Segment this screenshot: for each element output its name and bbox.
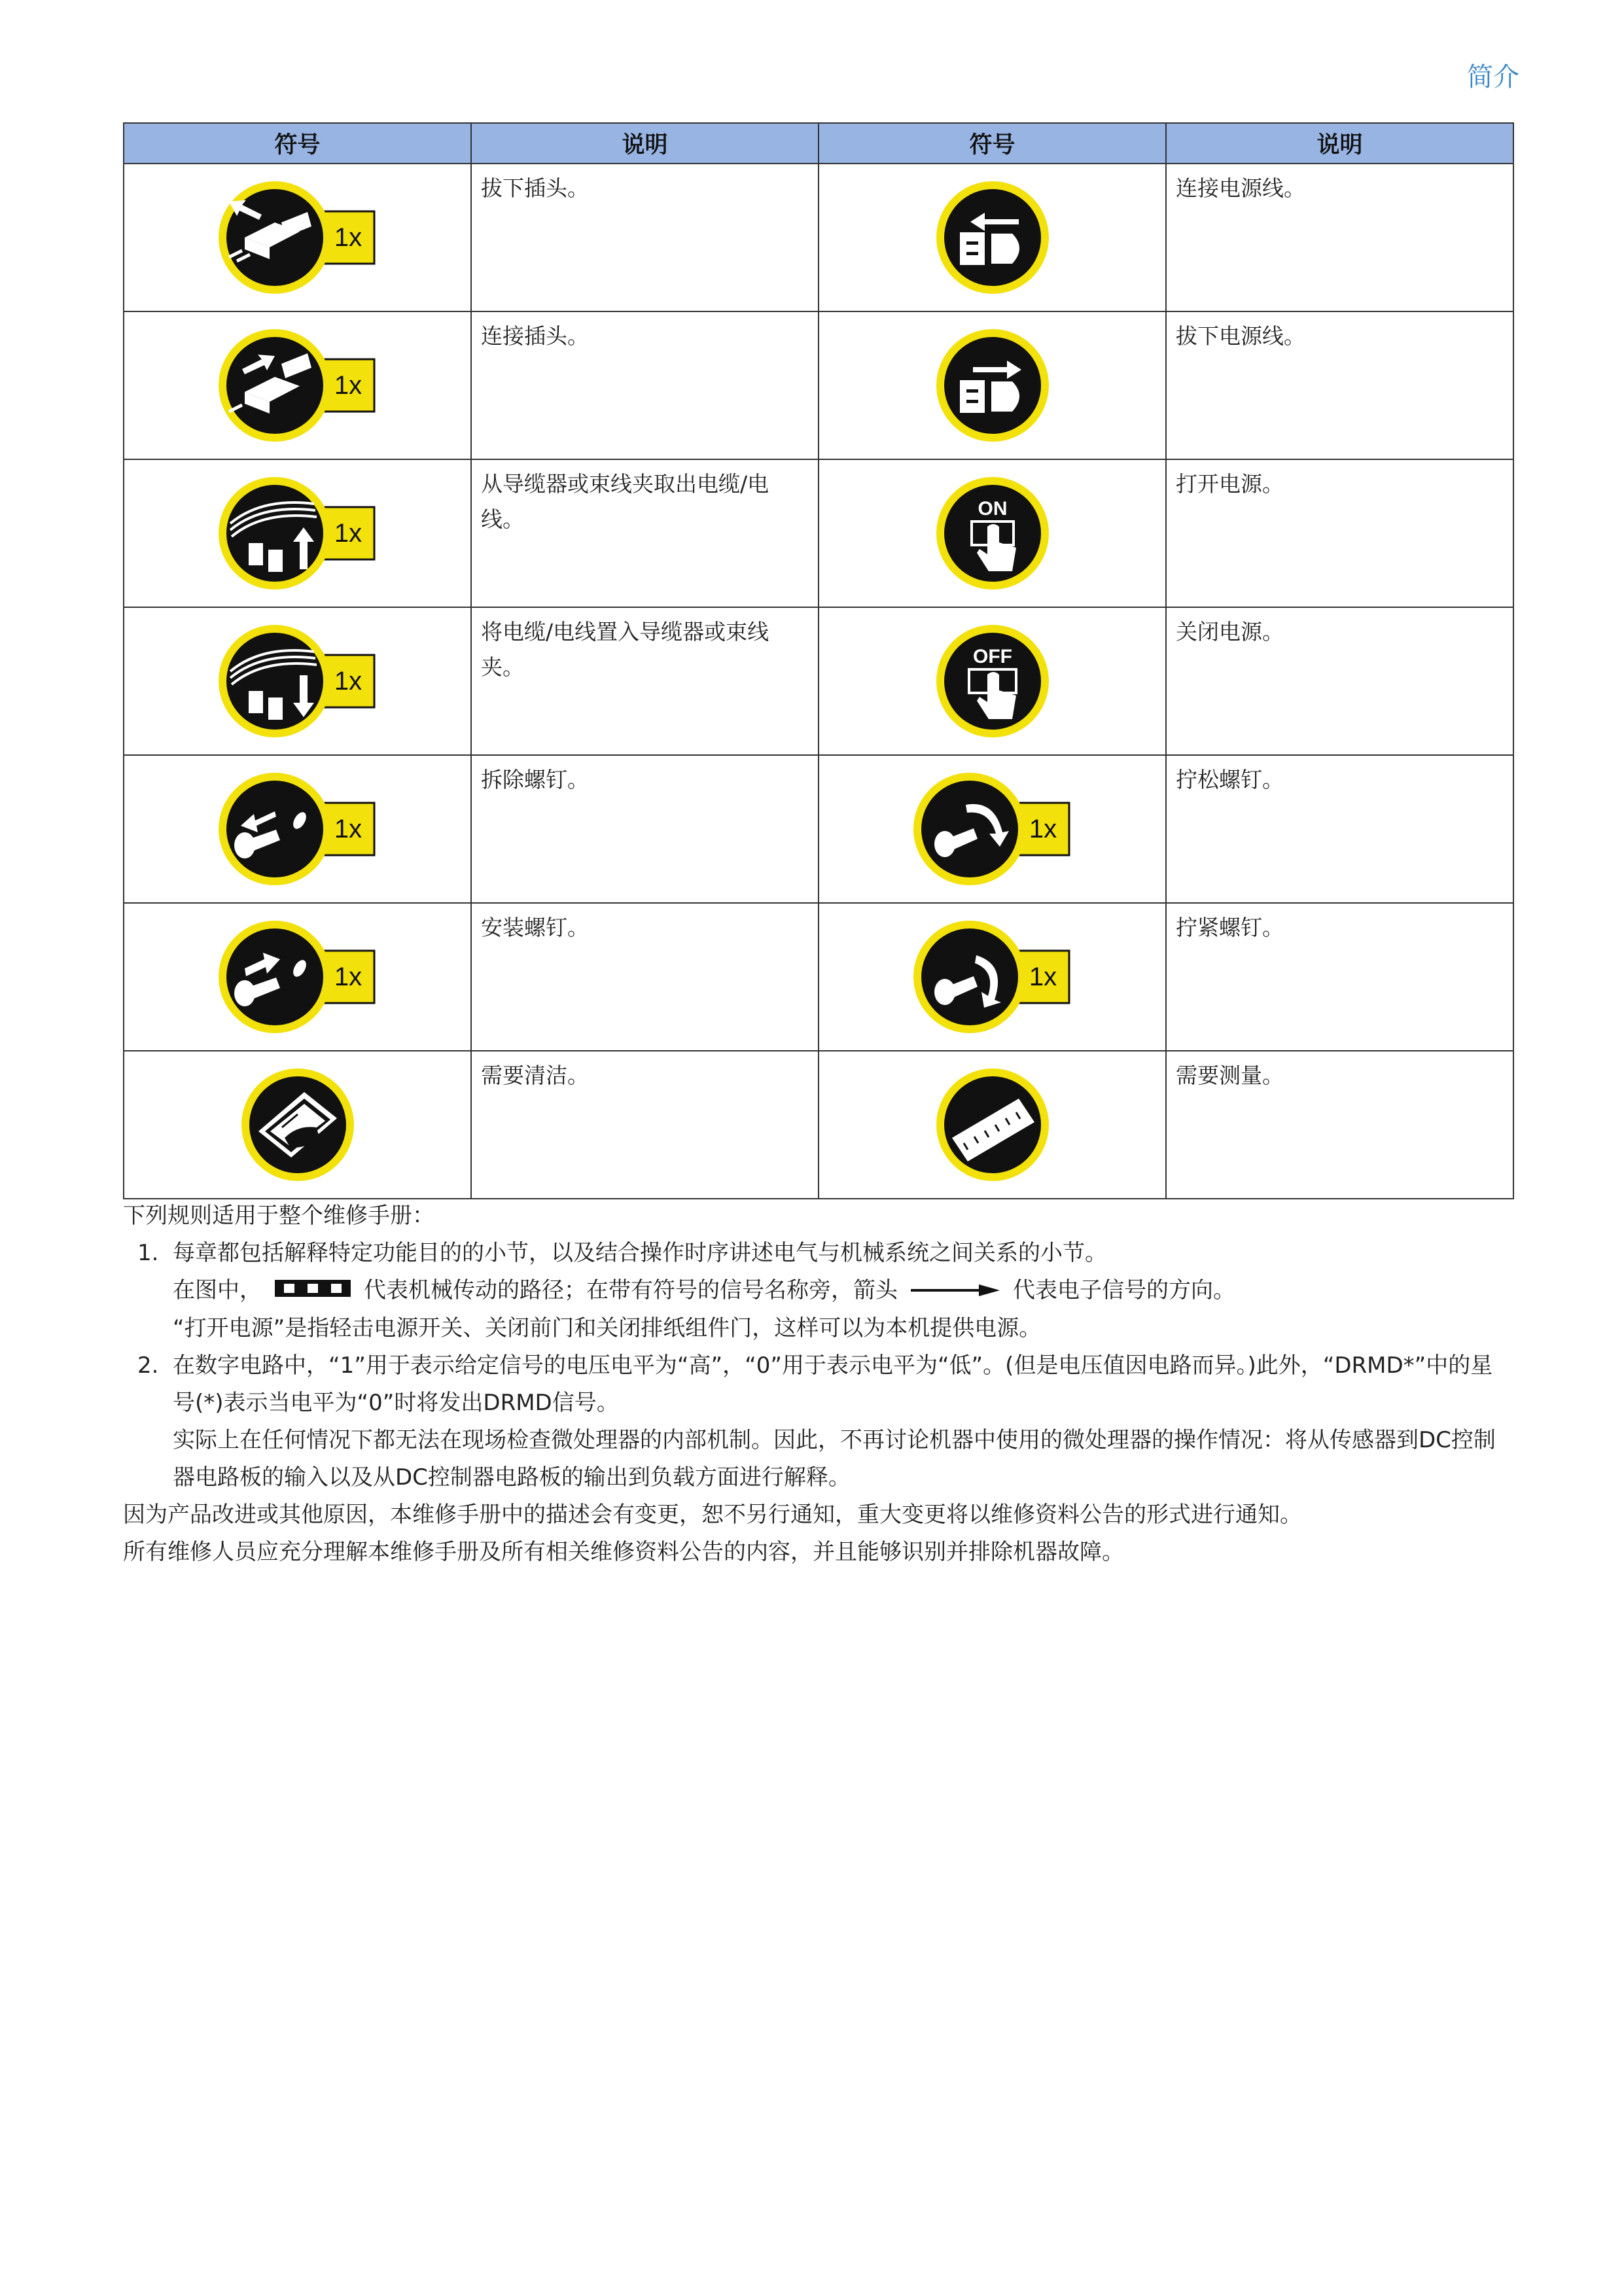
- signal-arrow-icon: [909, 1273, 1001, 1310]
- power-label: ON: [978, 498, 1007, 520]
- description-cell: 拧松螺钉。: [1166, 755, 1513, 903]
- tighten-screw-icon: [911, 915, 1074, 1039]
- list-number: 1.: [137, 1240, 159, 1266]
- badge-text: 1x: [334, 815, 362, 843]
- remove-screw-icon: [216, 767, 380, 891]
- description-cell: 关闭电源。: [1166, 607, 1513, 755]
- detail-text: 在图中，: [173, 1277, 262, 1303]
- body-text: [123, 1197, 1513, 1571]
- table-row: [124, 755, 1513, 903]
- power-on-icon: [934, 474, 1051, 592]
- col-header-symbol: 符号: [124, 123, 471, 164]
- list-item-detail: 实际上在任何情况下都无法在现场检查微处理器的内部机制。因此，不再讨论机器中使用的微处理器的操作情况：将从传感器到DC控制器电路板的输入以及从DC控制器电路板的输出到负载方面进行解释。: [173, 1427, 1496, 1491]
- badge-text: 1x: [1029, 963, 1057, 991]
- table-row: [124, 903, 1513, 1051]
- description-cell: 安装螺钉。: [471, 903, 819, 1051]
- badge-text: 1x: [334, 963, 362, 991]
- col-header-description: 说明: [471, 123, 819, 164]
- badge-text: 1x: [334, 667, 362, 696]
- table-row: [124, 164, 1513, 311]
- description-cell: 拔下电源线。: [1166, 311, 1513, 459]
- detail-text: 代表机械传动的路径；在带有符号的信号名称旁，箭头: [364, 1277, 898, 1303]
- badge-text: 1x: [334, 223, 362, 252]
- table-row: [124, 1051, 1513, 1199]
- paragraph: 所有维修人员应充分理解本维修手册及所有相关维修资料公告的内容，并且能够识别并排除机器故障。: [123, 1539, 1124, 1565]
- description-cell: 拔下插头。: [471, 164, 819, 311]
- description-cell: 需要清洁。: [471, 1051, 819, 1199]
- measurement-icon: [934, 1066, 1051, 1184]
- table-row: [124, 459, 1513, 607]
- badge-text: 1x: [334, 519, 362, 548]
- paragraph: 因为产品改进或其他原因，本维修手册中的描述会有变更，恕不另行通知，重大变更将以维修资料公告的形式进行通知。: [123, 1502, 1302, 1528]
- list-item-text: 每章都包括解释特定功能目的的小节，以及结合操作时序讲述电气与机械系统之间关系的小节。: [173, 1240, 1107, 1266]
- description-cell: 连接电源线。: [1166, 164, 1513, 311]
- list-item-detail: “打开电源”是指轻击电源开关、关闭前门和关闭排纸组件门，这样可以为本机提供电源。: [173, 1315, 1042, 1341]
- connect-power-cord-icon: [934, 179, 1051, 296]
- description-cell: 将电缆/电线置入导缆器或束线夹。: [471, 607, 819, 755]
- detail-text: 代表电子信号的方向。: [1013, 1277, 1235, 1303]
- install-screw-icon: [216, 915, 380, 1039]
- list-item: [123, 1235, 1513, 1272]
- description-cell: 拧紧螺钉。: [1166, 903, 1513, 1051]
- power-off-icon: [934, 622, 1051, 740]
- description-cell: 拆除螺钉。: [471, 755, 819, 903]
- table-header-row: [124, 123, 1513, 164]
- plug-connector-icon: [216, 323, 380, 448]
- unplug-connector-icon: [216, 175, 380, 300]
- col-header-symbol: 符号: [819, 123, 1166, 164]
- description-cell: 打开电源。: [1166, 459, 1513, 607]
- power-label: OFF: [972, 646, 1012, 667]
- intro-paragraph: 下列规则适用于整个维修手册：: [123, 1203, 434, 1229]
- put-cable-in-clamp-icon: [216, 619, 380, 743]
- list-item-text: 在数字电路中，“1”用于表示给定信号的电压电平为“高”，“0”用于表示电平为“低”。(但是电压值因电路而异。)此外，“DRMD*”中的星号(*)表示当电平为“0”时将发出DRMD信号。: [173, 1352, 1493, 1416]
- list-number: 2.: [137, 1352, 159, 1379]
- description-cell: 从导缆器或束线夹取出电缆/电线。: [471, 459, 819, 607]
- table-row: [124, 311, 1513, 459]
- table-row: [124, 607, 1513, 755]
- col-header-description: 说明: [1166, 123, 1513, 164]
- symbol-table: [123, 122, 1514, 1199]
- remove-cable-from-clamp-icon: [216, 471, 380, 595]
- description-cell: 连接插头。: [471, 311, 819, 459]
- list-item: [123, 1347, 1513, 1422]
- badge-text: 1x: [1029, 815, 1057, 843]
- section-title: 简介: [1467, 62, 1519, 92]
- disconnect-power-cord-icon: [934, 327, 1051, 444]
- description-cell: 需要测量。: [1166, 1051, 1513, 1199]
- loosen-screw-icon: [911, 767, 1074, 891]
- mechanical-path-symbol: [274, 1273, 352, 1310]
- badge-text: 1x: [334, 371, 362, 400]
- cleaning-icon: [239, 1066, 357, 1184]
- list-item-detail: [123, 1272, 1513, 1310]
